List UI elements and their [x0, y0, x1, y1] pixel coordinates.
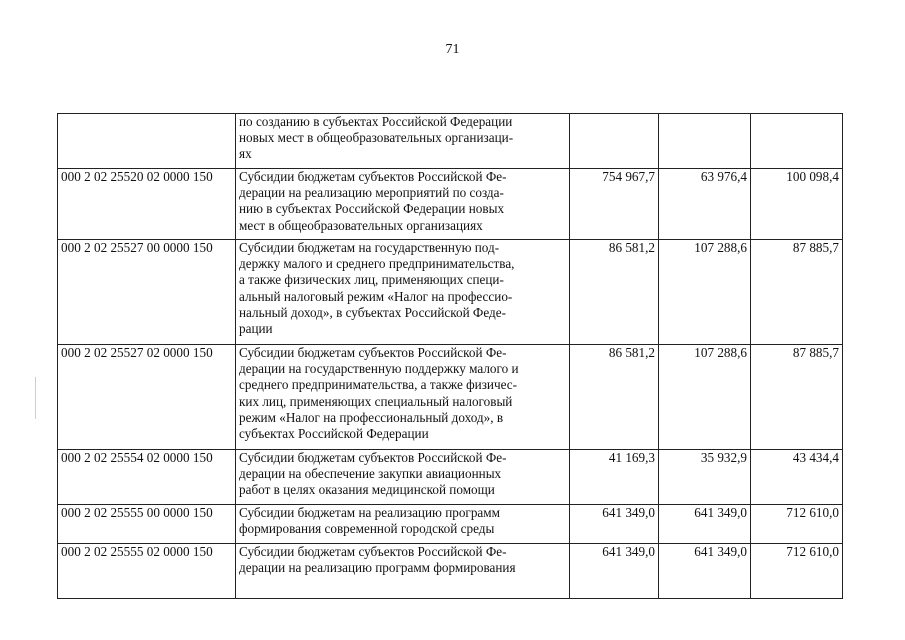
- name-line: ях: [239, 146, 252, 162]
- amount-year1-cell: 86 581,2: [570, 345, 659, 450]
- amount-year3-cell: 100 098,4: [751, 169, 843, 240]
- name-line: среднего предпринимательства, а также физичес-: [239, 377, 518, 393]
- amount-year2-cell: 641 349,0: [659, 544, 751, 599]
- name-line: Субсидии бюджетам субъектов Российской Фе-: [239, 544, 507, 559]
- name-line: нию в субъектах Российской Федерации новых: [239, 201, 505, 217]
- name-line: дерации на обеспечение закупки авиационных: [239, 466, 502, 482]
- name-line: Субсидии бюджетам на реализацию программ: [239, 505, 500, 520]
- revenue-name-cell: [236, 345, 570, 450]
- table-row: [58, 450, 843, 505]
- name-line: работ в целях оказания медицинской помощи: [239, 482, 495, 498]
- name-line: дерации на реализацию мероприятий по созда-: [239, 185, 504, 201]
- amount-year3-cell: [751, 114, 843, 169]
- amount-year2-cell: 107 288,6: [659, 240, 751, 345]
- name-line: Субсидии бюджетам субъектов Российской Фе-: [239, 450, 507, 465]
- name-line: Субсидии бюджетам субъектов Российской Фе-: [239, 345, 507, 360]
- name-line: субъектах Российской Федерации: [239, 426, 429, 442]
- amount-year2-cell: 107 288,6: [659, 345, 751, 450]
- budget-code-cell: 000 2 02 25527 00 0000 150: [58, 240, 236, 345]
- amount-year1-cell: 641 349,0: [570, 505, 659, 544]
- revenue-name-cell: [236, 450, 570, 505]
- amount-year3-cell: 712 610,0: [751, 505, 843, 544]
- name-line: новых мест в общеобразовательных организаци-: [239, 130, 514, 146]
- name-line: ких лиц, применяющих специальный налоговый: [239, 393, 513, 409]
- revenue-name-cell: [236, 240, 570, 345]
- budget-code-cell: 000 2 02 25520 02 0000 150: [58, 169, 236, 240]
- revenue-name-cell: [236, 114, 570, 169]
- amount-year3-cell: 712 610,0: [751, 544, 843, 599]
- revenue-name-cell: [236, 169, 570, 240]
- table-row: [58, 505, 843, 544]
- budget-code-cell: 000 2 02 25555 00 0000 150: [58, 505, 236, 544]
- page-number: 71: [445, 42, 460, 57]
- amount-year2-cell: [659, 114, 751, 169]
- amount-year1-cell: 41 169,3: [570, 450, 659, 505]
- name-line: рации: [239, 321, 273, 337]
- amount-year3-cell: 87 885,7: [751, 345, 843, 450]
- budget-code-cell: 000 2 02 25555 02 0000 150: [58, 544, 236, 599]
- name-line: нальный доход», в субъектах Российской Феде-: [239, 304, 506, 320]
- table-row: [58, 345, 843, 450]
- name-line: режим «Налог на профессиональный доход», в: [239, 409, 504, 425]
- name-line: формирования современной городской среды: [239, 521, 495, 537]
- scan-edge-mark: [35, 377, 36, 419]
- table-row: [58, 169, 843, 240]
- amount-year3-cell: 43 434,4: [751, 450, 843, 505]
- name-line: дерации на реализацию программ формирования: [239, 560, 516, 576]
- budget-code-cell: 000 2 02 25527 02 0000 150: [58, 345, 236, 450]
- table-row: [58, 114, 843, 169]
- name-line: по созданию в субъектах Российской Федерации: [239, 114, 513, 129]
- name-line: а также физических лиц, применяющих специ-: [239, 272, 504, 288]
- table-row: [58, 544, 843, 599]
- amount-year1-cell: 86 581,2: [570, 240, 659, 345]
- name-line: Субсидии бюджетам на государственную под-: [239, 240, 500, 255]
- budget-code-cell: 000 2 02 25554 02 0000 150: [58, 450, 236, 505]
- name-line: Субсидии бюджетам субъектов Российской Фе-: [239, 169, 507, 184]
- name-line: держку малого и среднего предпринимательства,: [239, 256, 515, 272]
- name-line: дерации на государственную поддержку малого и: [239, 361, 519, 377]
- amount-year2-cell: 641 349,0: [659, 505, 751, 544]
- amount-year1-cell: 641 349,0: [570, 544, 659, 599]
- amount-year2-cell: 63 976,4: [659, 169, 751, 240]
- revenue-name-cell: [236, 544, 570, 599]
- amount-year3-cell: 87 885,7: [751, 240, 843, 345]
- amount-year2-cell: 35 932,9: [659, 450, 751, 505]
- name-line: мест в общеобразовательных организациях: [239, 217, 483, 233]
- revenue-name-cell: [236, 505, 570, 544]
- amount-year1-cell: [570, 114, 659, 169]
- table-row: [58, 240, 843, 345]
- amount-year1-cell: 754 967,7: [570, 169, 659, 240]
- budget-code-cell: [58, 114, 236, 169]
- name-line: альный налоговый режим «Налог на профессио-: [239, 288, 513, 304]
- budget-revenue-table: [57, 113, 843, 599]
